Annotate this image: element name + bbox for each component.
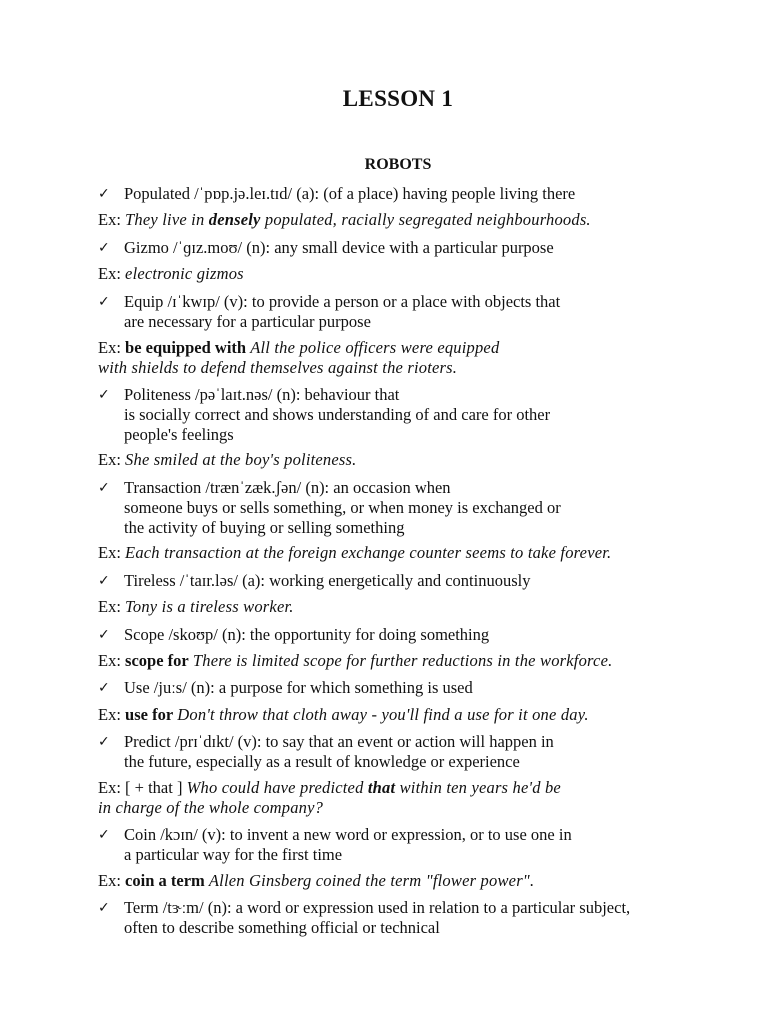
- example-block: [98, 705, 718, 725]
- example-block: [98, 450, 718, 470]
- vocab-entry: [98, 292, 718, 332]
- vocab-entry: [98, 571, 718, 591]
- entry-definition: Use /juːs/ (n): a purpose for which something is used: [124, 678, 473, 697]
- entry-definition-continued: often to describe something official or technical: [124, 918, 440, 937]
- example-text: Who could have predicted: [186, 778, 368, 797]
- example-line: [98, 597, 718, 617]
- entry-definition: Predict /prɪˈdɪkt/ (v): to say that an event or action will happen in: [124, 732, 554, 751]
- entry-definition-continued: the future, especially as a result of knowledge or experience: [124, 752, 520, 771]
- example-text: Each transaction at the foreign exchange counter seems to take forever.: [125, 543, 612, 562]
- entry-definition: Coin /kɔɪn/ (v): to invent a new word or expression, or to use one in: [124, 825, 572, 844]
- checkmark-icon: ✓: [98, 294, 110, 310]
- example-line: [98, 338, 718, 358]
- checkmark-icon: ✓: [98, 627, 110, 643]
- example-sentence: [125, 210, 591, 229]
- entry-definition: Term /tɝːm/ (n): a word or expression used in relation to a particular subject,: [124, 898, 631, 917]
- entry-definition: Gizmo /ˈɡɪz.moʊ/ (n): any small device with a particular purpose: [124, 238, 554, 257]
- example-line: [98, 264, 718, 284]
- example-label: Ex:: [98, 450, 121, 469]
- topic-heading: ROBOTS: [364, 156, 432, 173]
- example-line: [98, 210, 718, 230]
- example-sentence: [209, 871, 534, 890]
- example-text: She smiled at the boy's politeness.: [125, 450, 357, 469]
- example-sentence: [98, 358, 457, 377]
- entry-definition-continued: a particular way for the first time: [124, 845, 343, 864]
- vocab-entry: [98, 898, 718, 938]
- example-line: [98, 450, 718, 470]
- example-line: [98, 543, 718, 563]
- entry-definition-continued: is socially correct and shows understanding of and care for other: [124, 405, 551, 424]
- checkmark-icon: ✓: [98, 573, 110, 589]
- example-block: [98, 338, 718, 378]
- example-sentence: [98, 798, 323, 817]
- vocab-entry: [98, 478, 718, 538]
- entry-definition: Transaction /trænˈzæk.ʃən/ (n): an occasion when: [124, 478, 451, 497]
- example-text: populated, racially segregated neighbourhoods.: [260, 210, 591, 229]
- example-text: in charge of the whole company?: [98, 798, 324, 817]
- checkmark-icon: ✓: [98, 240, 110, 256]
- example-line: [98, 778, 718, 798]
- example-text: Tony is a tireless worker.: [125, 597, 294, 616]
- vocab-entry: [98, 184, 718, 204]
- entry-definition-continued: the activity of buying or selling something: [124, 518, 405, 537]
- example-line: [98, 651, 718, 671]
- entry-definition: Tireless /ˈtaɪr.ləs/ (a): working energetically and continuously: [124, 571, 531, 590]
- example-text: within ten years he'd be: [395, 778, 561, 797]
- entry-definition: Scope /skoʊp/ (n): the opportunity for doing something: [124, 625, 490, 644]
- entry-definition-continued: people's feelings: [124, 425, 234, 444]
- entry-definition-continued: are necessary for a particular purpose: [124, 312, 371, 331]
- example-sentence: [250, 338, 499, 357]
- vocab-entry: [98, 732, 718, 772]
- example-block: [98, 210, 718, 230]
- checkmark-icon: ✓: [98, 186, 110, 202]
- example-block: [98, 651, 718, 671]
- example-line: [98, 871, 718, 891]
- entry-definition: Equip /ɪˈkwɪp/ (v): to provide a person or a place with objects that: [124, 292, 561, 311]
- example-collocation: use for: [125, 705, 174, 724]
- example-line: [98, 358, 718, 378]
- example-collocation: scope for: [125, 651, 189, 670]
- example-label: Ex:: [98, 543, 121, 562]
- example-sentence: [125, 597, 294, 616]
- vocab-entry: [98, 825, 718, 865]
- example-collocation: coin a term: [125, 871, 205, 890]
- checkmark-icon: ✓: [98, 387, 110, 403]
- example-emphasis: that: [367, 778, 396, 797]
- example-text: with shields to defend themselves against the rioters.: [98, 358, 458, 377]
- example-text: All the police officers were equipped: [250, 338, 500, 357]
- example-label: Ex:: [98, 264, 121, 283]
- example-label: Ex:: [98, 871, 121, 890]
- example-label: Ex:: [98, 338, 121, 357]
- example-label: Ex:: [98, 705, 121, 724]
- entry-definition: Politeness /pəˈlaɪt.nəs/ (n): behaviour that: [124, 385, 400, 404]
- checkmark-icon: ✓: [98, 900, 110, 916]
- example-block: [98, 264, 718, 284]
- checkmark-icon: ✓: [98, 680, 110, 696]
- entry-definition-continued: someone buys or sells something, or when money is exchanged or: [124, 498, 561, 517]
- checkmark-icon: ✓: [98, 827, 110, 843]
- example-text: They live in: [125, 210, 209, 229]
- example-collocation: be equipped with: [125, 338, 247, 357]
- example-text: Don't throw that cloth away - you'll find a use for it one day.: [177, 705, 589, 724]
- example-line: [98, 798, 718, 818]
- example-block: [98, 597, 718, 617]
- example-label: Ex:: [98, 778, 121, 797]
- example-sentence: [187, 778, 561, 797]
- example-grammar-pattern: [ + that ]: [125, 778, 183, 797]
- example-label: Ex:: [98, 597, 121, 616]
- checkmark-icon: ✓: [98, 734, 110, 750]
- vocab-entry: [98, 238, 718, 258]
- example-text: There is limited scope for further reductions in the workforce.: [192, 651, 613, 670]
- entry-definition: Populated /ˈpɒp.jə.leɪ.tɪd/ (a): (of a place) having people living there: [124, 184, 576, 203]
- example-emphasis: densely: [208, 210, 261, 229]
- example-text: Allen Ginsberg coined the term "flower power".: [208, 871, 535, 890]
- example-line: [98, 705, 718, 725]
- example-sentence: [125, 450, 356, 469]
- example-block: [98, 543, 718, 563]
- vocab-entry: [98, 385, 718, 445]
- example-block: [98, 778, 718, 818]
- checkmark-icon: ✓: [98, 480, 110, 496]
- example-sentence: [125, 543, 611, 562]
- example-sentence: [193, 651, 613, 670]
- lesson-title: LESSON 1: [342, 86, 454, 111]
- example-sentence: [125, 264, 244, 283]
- example-sentence: [177, 705, 588, 724]
- example-label: Ex:: [98, 651, 121, 670]
- vocab-entry: [98, 625, 718, 645]
- example-label: Ex:: [98, 210, 121, 229]
- example-block: [98, 871, 718, 891]
- example-text: electronic gizmos: [125, 264, 244, 283]
- vocab-entry: [98, 678, 718, 698]
